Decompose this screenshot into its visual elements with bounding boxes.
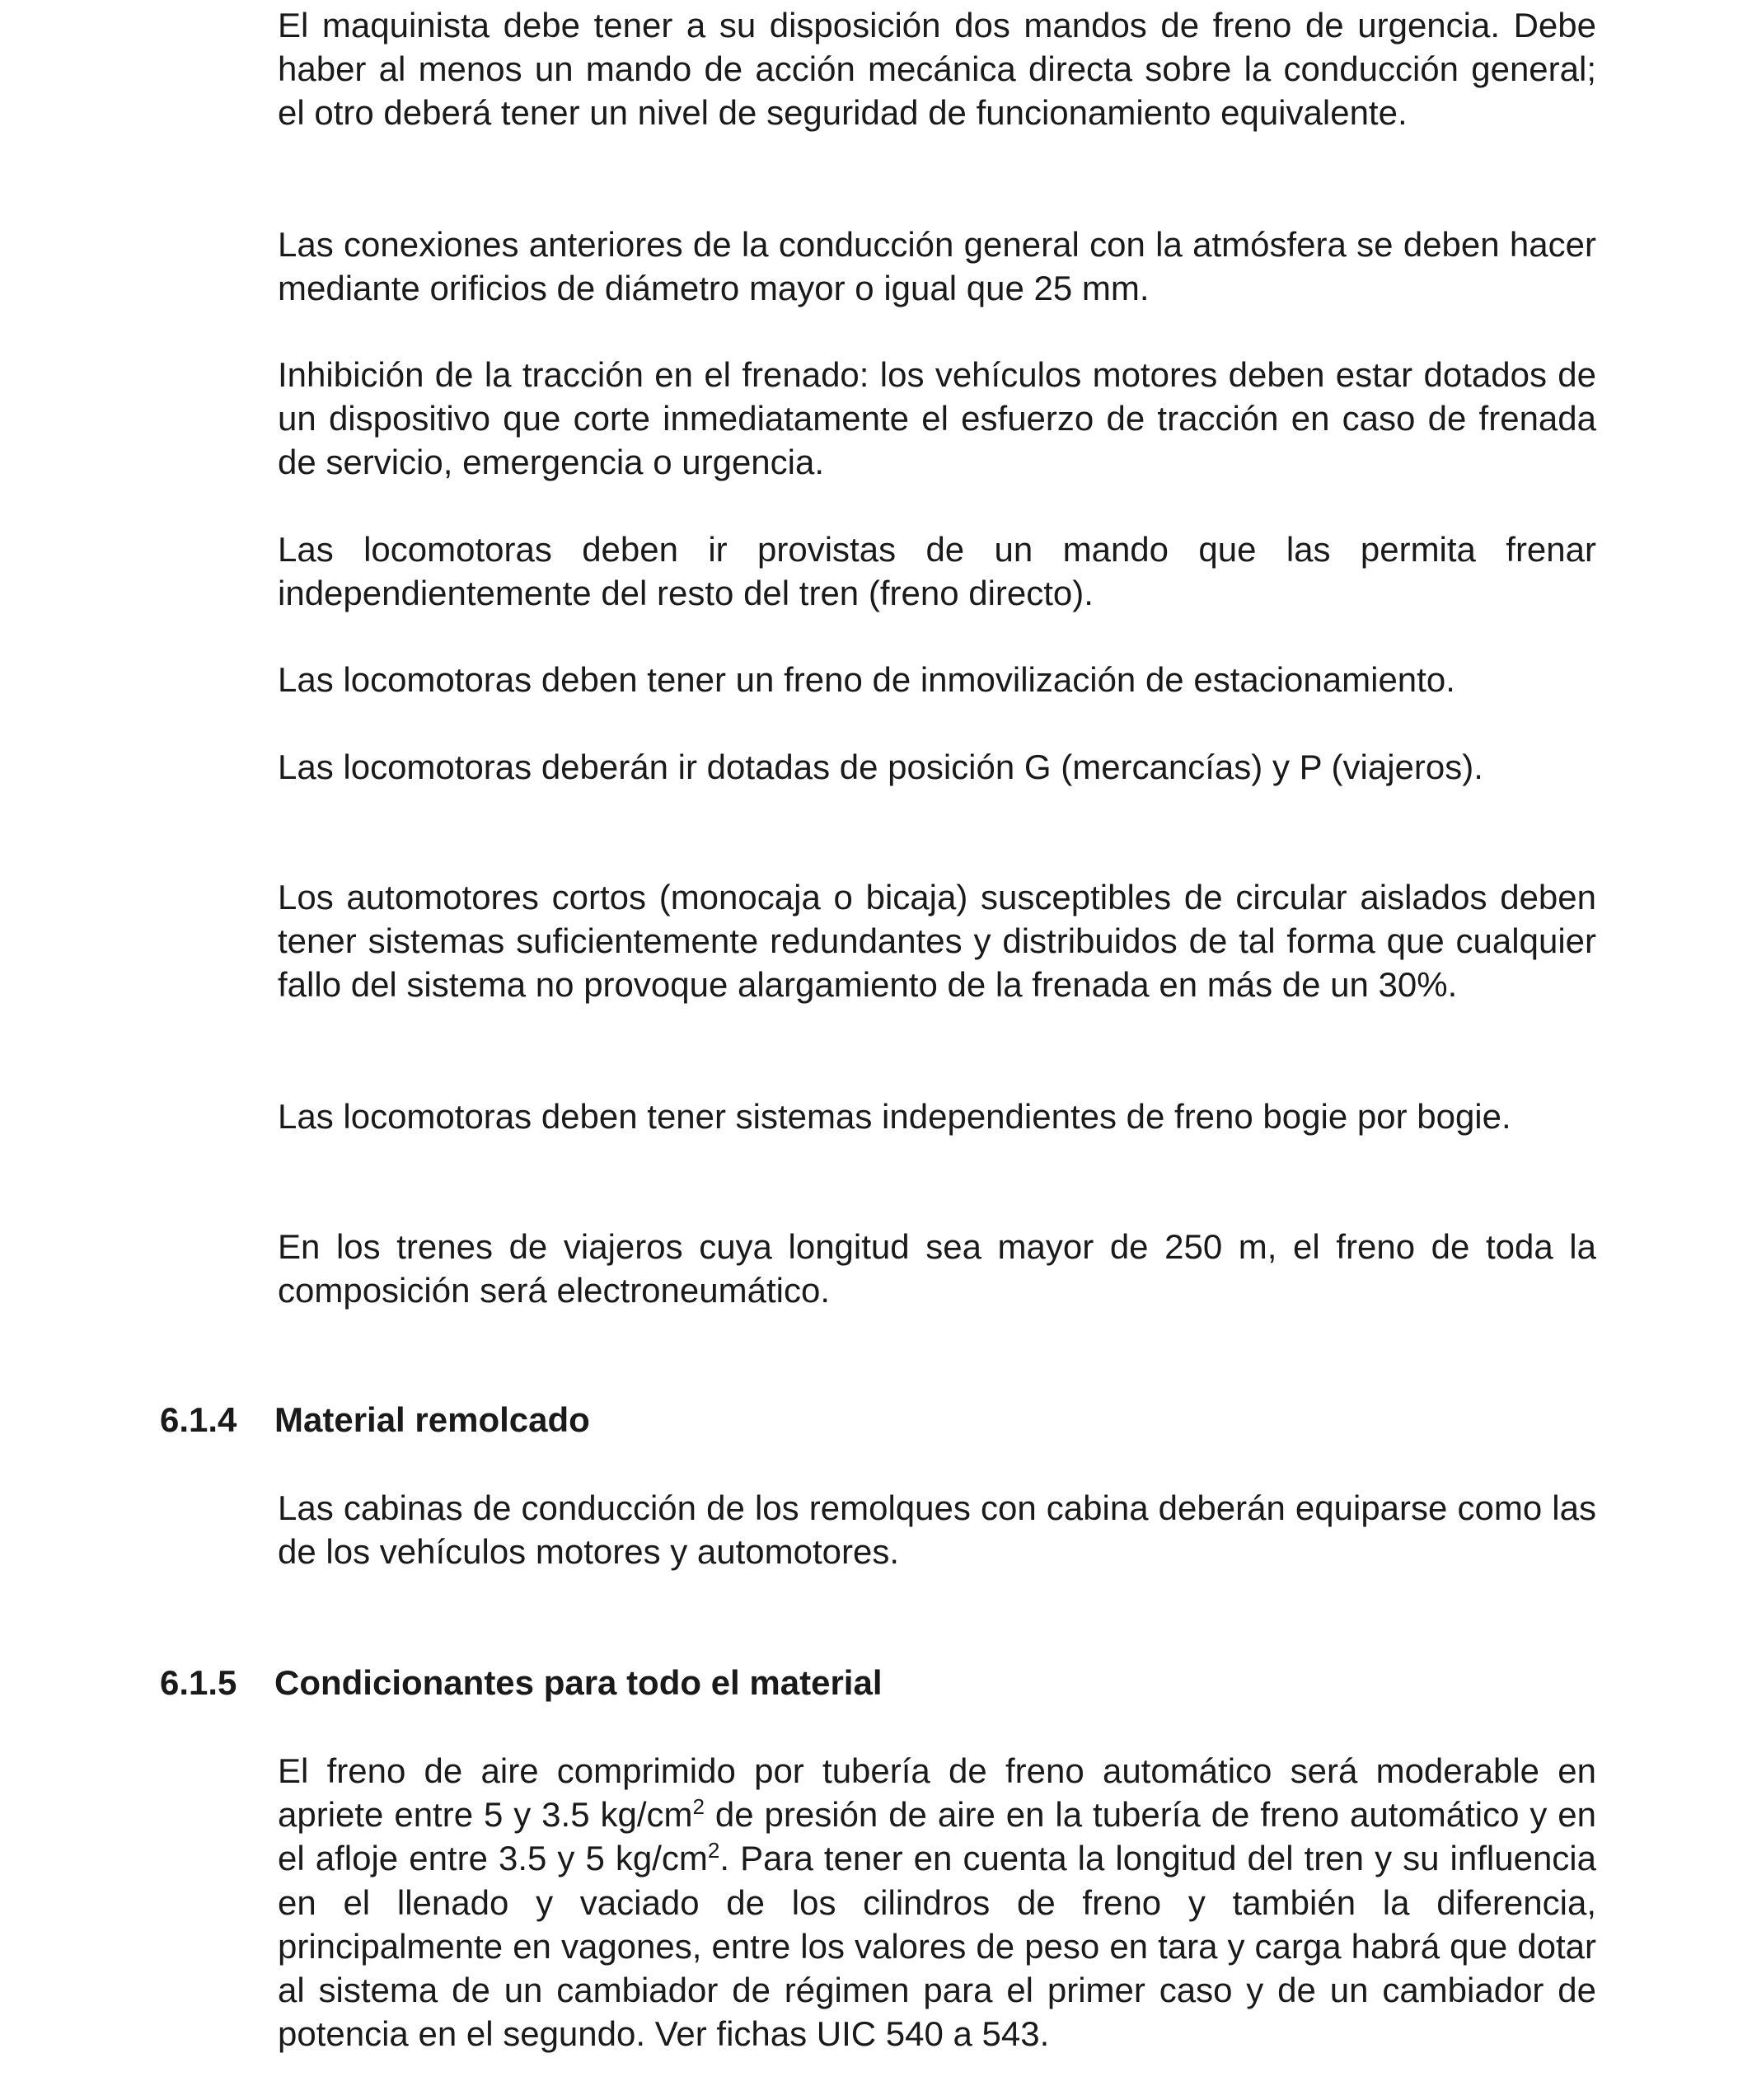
paragraph-emergency-brake-controls: El maquinista debe tener a su disposición dos mandos de freno de urgencia. Debe haber al menos un mando de acción mecánica directa sobre la conducción general; el otro deberá tener un nivel de seguridad de funcionamiento equivalente.: [278, 6, 1596, 133]
superscript: 2: [707, 1838, 720, 1863]
paragraph-direct-brake: Las locomotoras deben ir provistas de un mando que las permita frenar independientemente del resto del tren (freno directo).: [278, 530, 1596, 613]
section-title: Material remolcado: [274, 1400, 590, 1439]
section-title: Condicionantes para todo el material: [274, 1663, 883, 1702]
paragraph-traction-inhibition: Inhibición de la tracción en el frenado: los vehículos motores deben estar dotados de un dispositivo que corte inmediatamente el esfuerzo de tracción en caso de frenada de servicio, emergencia o urgencia.: [278, 355, 1596, 482]
section-heading-6-1-5: [160, 1661, 882, 1704]
text-run: El freno de aire comprimido por tubería de freno automático será moderable en apriete entre 5 y 3.5 kg/cm: [278, 1751, 1596, 1835]
text-run: de presión de aire en la tubería de freno automático y en el afloje entre 3.5 y 5 kg/cm: [278, 1795, 1596, 1878]
paragraph-towed-cabins: Las cabinas de conducción de los remolques con cabina deberán equiparse como las de los vehículos motores y automotores.: [278, 1488, 1596, 1572]
paragraph-compressed-air-brake: [278, 1749, 1596, 2055]
paragraph-atmosphere-connections: Las conexiones anteriores de la conducción general con la atmósfera se deben hacer mediante orificios de diámetro mayor o igual que 25 mm.: [278, 225, 1596, 308]
section-number: 6.1.5: [160, 1663, 237, 1702]
paragraph-parking-brake: Las locomotoras deben tener un freno de inmovilización de estacionamiento.: [278, 660, 1455, 699]
section-heading-6-1-4: [160, 1398, 590, 1441]
paragraph-electropneumatic-brake: En los trenes de viajeros cuya longitud sea mayor de 250 m, el freno de toda la composición será electroneumático.: [278, 1227, 1596, 1310]
paragraph-g-p-position: Las locomotoras deberán ir dotadas de posición G (mercancías) y P (viajeros).: [278, 748, 1483, 786]
text-run: . Para tener en cuenta la longitud del tren y su influencia en el llenado y vaciado de los cilindros de freno y también la diferencia, principalmente en vagones, entre los valores de peso en tara y carga habrá que dotar al sistema de un cambiador de régimen para el primer caso y de un cambiador de potencia en el segundo. Ver fichas UIC 540 a 543.: [278, 1839, 1596, 2054]
section-number: 6.1.4: [160, 1400, 237, 1439]
paragraph-bogie-brakes: Las locomotoras deben tener sistemas independientes de freno bogie por bogie.: [278, 1097, 1511, 1136]
paragraph-short-railcars: Los automotores cortos (monocaja o bicaja) susceptibles de circular aislados deben tener sistemas suficientemente redundantes y distribuidos de tal forma que cualquier fallo del sistema no provoque alargamiento de la frenada en más de un 30%.: [278, 878, 1596, 1005]
superscript: 2: [692, 1794, 705, 1820]
